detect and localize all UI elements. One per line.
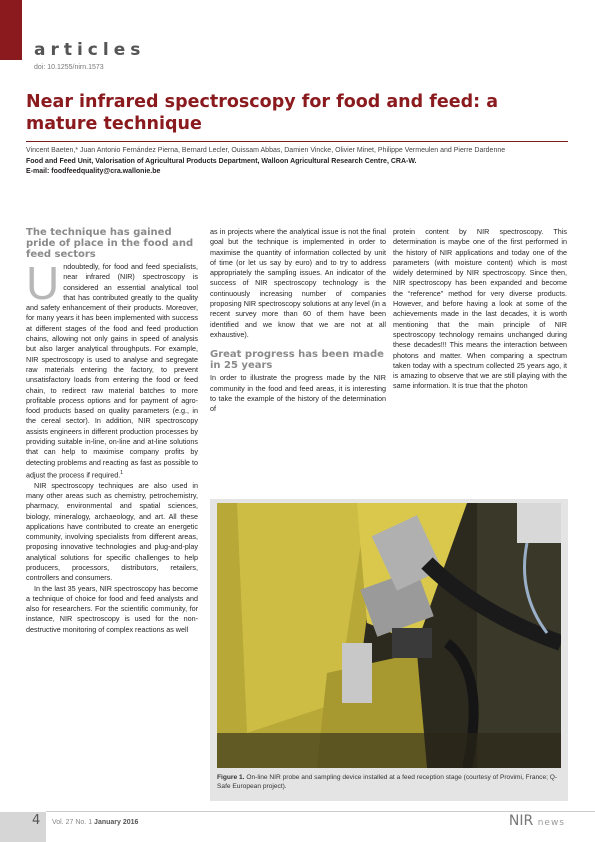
section-heading: Great progress has been made in 25 years xyxy=(210,349,384,372)
brand-sub: news xyxy=(537,818,565,828)
header-color-block xyxy=(0,0,22,60)
author-list: Vincent Baeten,* Juan Antonio Fernández Pierna, Bernard Lecler, Ouissam Abbas, Damien Vincke, Olivier Minet, Philippe Vermeulen and Pierre Dardenne xyxy=(26,147,506,154)
caption-text: On-line NIR probe and sampling device installed at a feed reception stage (courtesy of Provimi, France; Q-Safe European project). xyxy=(217,774,558,790)
issue-volume: Vol. 27 No. 1 xyxy=(52,819,93,826)
paragraph: NIR spectroscopy techniques are also used in many other areas such as chemistry, petrochemistry, pharmacy, environmental and spatial sciences, biology, mineralogy, archaeology, and art. All these applications have contributed to create an energetic community, involving specialists from different areas, proposing innovative technologies and plug-and-play analytical solutions for specific challenges to help producers, processors, distributors, retailers, controllers and consumers. xyxy=(26,480,198,583)
section-heading: The technique has gained pride of place in the food and feed sectors xyxy=(26,227,194,260)
contact-email: E-mail: foodfeedquality@cra.wallonie.be xyxy=(26,168,161,175)
paragraph: as in projects where the analytical issue is not the final goal but the technique is implemented in order to maximise the quantity of information collected by unit of time (or let us say by euro) and to try to address appropriately the sampling issues. An indicator of the success of NIR spectroscopy technology is the continuously increasing number of companies proposing NIR spectroscopy solutions at any level (in a recent survey more than 60 of them have been identified and we know that we are not at all exhaustive). xyxy=(210,227,386,339)
issue-date: January 2016 xyxy=(94,819,139,826)
body-column-2 xyxy=(210,227,386,414)
paragraph: In order to illustrate the progress made by the NIR community in the food and feed areas, it is interesting to take the example of the history of the determination of xyxy=(210,373,386,414)
journal-brand xyxy=(509,813,565,829)
title-divider xyxy=(26,141,568,142)
affiliation: Food and Feed Unit, Valorisation of Agricultural Products Department, Walloon Agricultural Research Centre, CRA-W. xyxy=(26,158,417,165)
body-column-1 xyxy=(26,227,198,635)
section-label: articles xyxy=(34,40,146,60)
paragraph: protein content by NIR spectroscopy. This determination is maybe one of the first performed in the history of NIR applications and today one of the parameters (with moisture content) which is most widely determined by NIR spectroscopy. Since then, NIR spectroscopy has been expanded and become the “reference” method for very diverse products. However, and before having a look at some of the achievements made in the last decades, it is worth mentioning that the main principle of NIR spectroscopy technology remains unchanged during these decades!!! This means the interaction between photons and matter. When comparing a spectrum taken today with a spectrum collected 25 years ago, it is amazing to observe that we are still playing with the same information. It is true that the photon xyxy=(393,227,567,391)
drop-cap: U xyxy=(26,257,60,309)
paragraph: In the last 35 years, NIR spectroscopy has become a technique of choice for food and feed analysts and also for researchers. For the scientific community, for instance, NIR spectroscopy is used for the non-destructive monitoring of complex reactions as well xyxy=(26,583,198,634)
footer-divider xyxy=(46,811,595,812)
figure-label: Figure 1. xyxy=(217,774,245,781)
paragraph xyxy=(26,257,198,481)
figure-photo xyxy=(217,503,561,768)
page-number: 4 xyxy=(32,813,41,828)
body-column-3 xyxy=(393,227,567,392)
issue-info xyxy=(52,819,138,826)
footer xyxy=(0,812,595,842)
brand-main: NIR xyxy=(508,813,534,829)
article-title: Near infrared spectroscopy for food and feed: a mature technique xyxy=(26,92,499,134)
figure-caption xyxy=(217,773,561,791)
paragraph-text: ndoubtedly, for food and feed specialists, near infrared (NIR) spectroscopy is considered an essential analytical tool that has contributed greatly to the quality and safety enhancement of their products. Moreover, for many years it has been implemented with success at different stages of the food and feed production chains, allowing not only gains in speed of analysis but also larger analytical throughputs. For example, NIR spectroscopy is used to analyse and segregate raw materials entering the factory, to prevent unsatisfactory loads from entering the food or feed chain, to redirect raw material batches to more profitable process options and for payment of agro-food products based on quality parameters (e.g., in the cereal sector). In addition, NIR spectroscopy assists engineers in different production processes by providing suitable in-line, on-line and at-line solutions that can help to maximise company profits by detecting problems and reacting as fast as possible to adjust the process if required. xyxy=(26,262,198,480)
reference-marker: 1 xyxy=(120,469,124,476)
doi: doi: 10.1255/nirn.1573 xyxy=(34,64,104,71)
